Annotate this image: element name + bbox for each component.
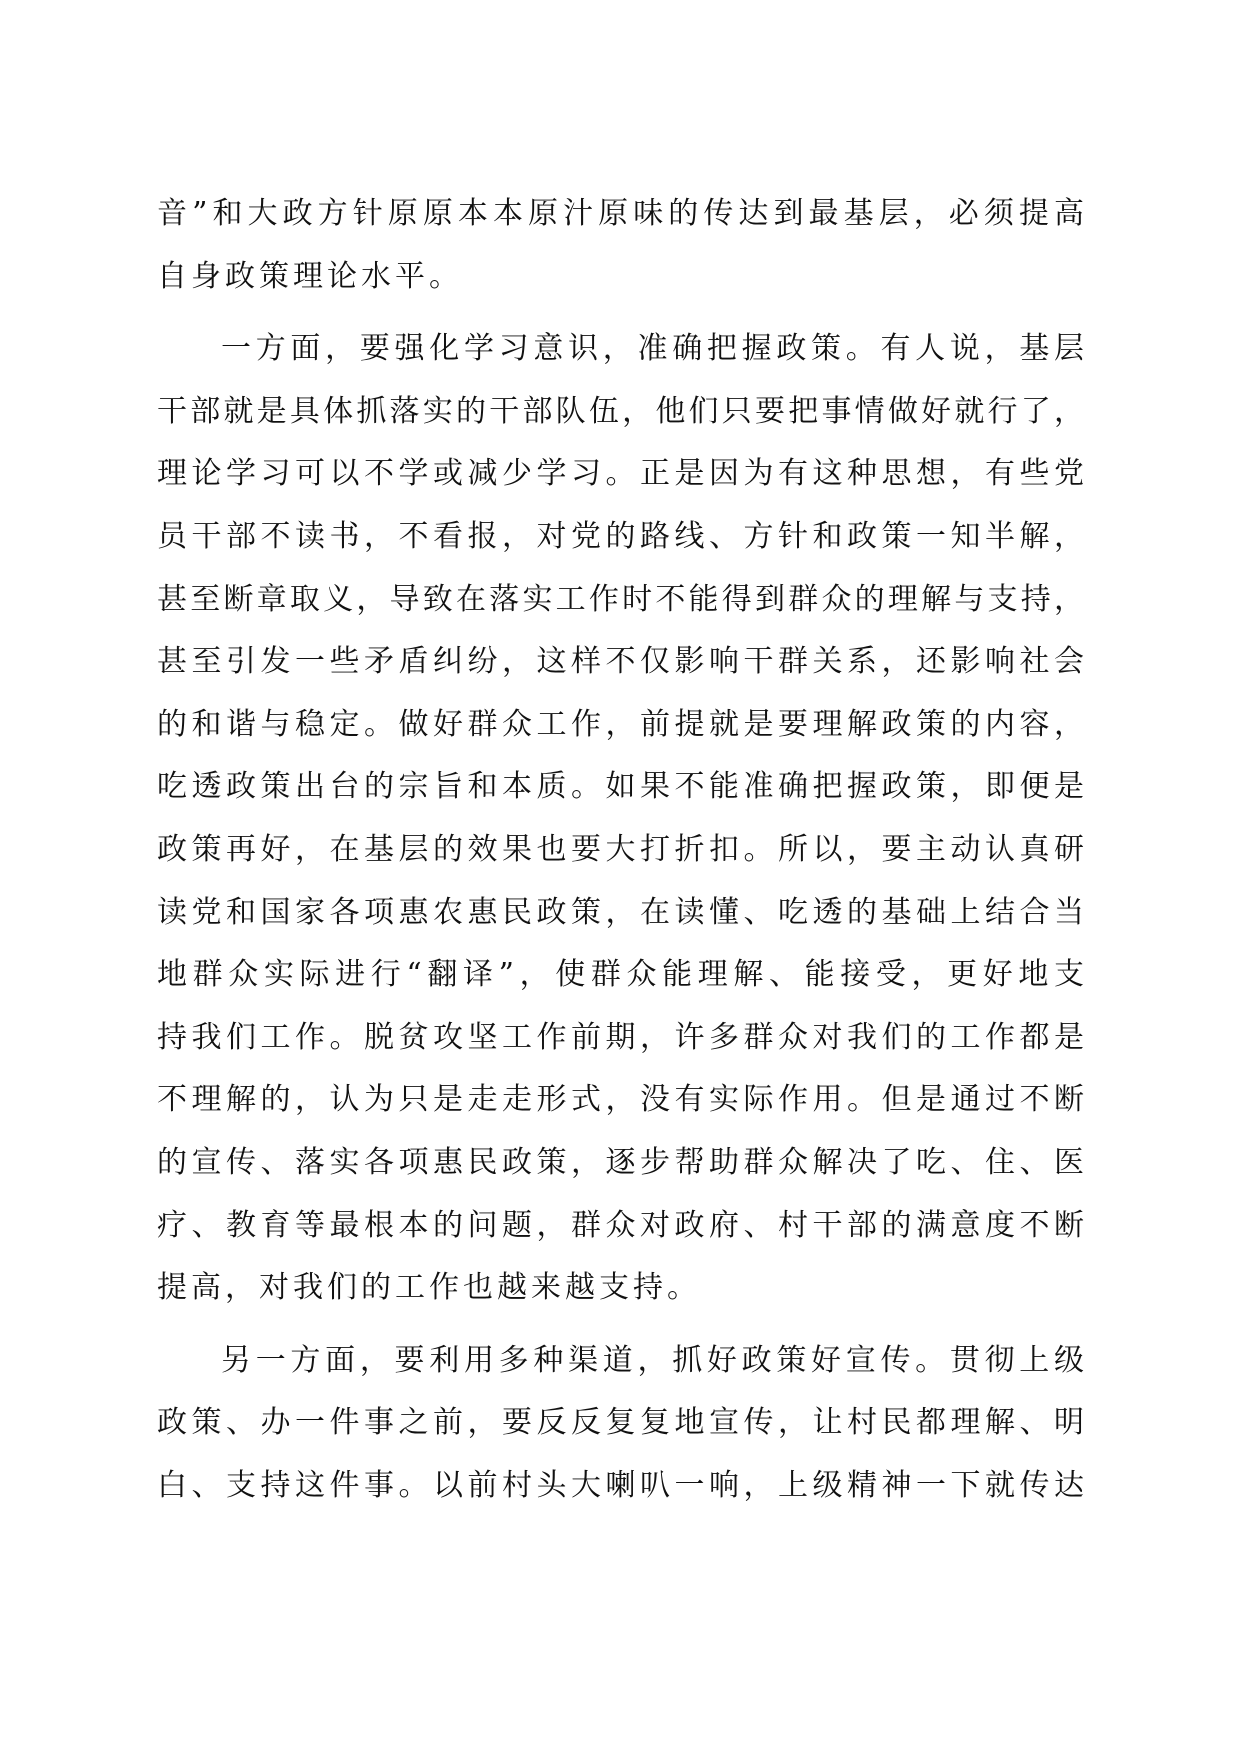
text-line: 自身政策理论水平。 [157,258,463,294]
text-line: 白、支持这件事。以前村头大喇叭一响，上级精神一下就传达 [157,1467,1087,1503]
text-line: 政策再好，在基层的效果也要大打折扣。所以，要主动认真研 [157,831,1087,867]
paragraph-3 [157,1330,1087,1518]
text-line: 理论学习可以不学或减少学习。正是因为有这种思想，有些党 [157,456,1087,492]
text-line: 的和谐与稳定。做好群众工作，前提就是要理解政策的内容， [157,706,1087,742]
document-body [157,183,1087,1517]
paragraph-2 [157,318,1087,1320]
text-line: 甚至断章取义，导致在落实工作时不能得到群众的理解与支持， [157,581,1087,617]
text-line: 干部就是具体抓落实的干部队伍，他们只要把事情做好就行了， [157,393,1087,429]
text-line: 另一方面，要利用多种渠道，抓好政策好宣传。贯彻上级 [221,1342,1087,1378]
text-line: 音”和大政方针原原本本原汁原味的传达到最基层，必须提高 [157,196,1087,231]
text-line: 吃透政策出台的宗旨和本质。如果不能准确把握政策，即便是 [157,769,1087,805]
text-line: 的宣传、落实各项惠民政策，逐步帮助群众解决了吃、住、医 [157,1144,1087,1180]
text-line: 持我们工作。脱贫攻坚工作前期，许多群众对我们的工作都是 [157,1019,1087,1055]
text-line: 甚至引发一些矛盾纠纷，这样不仅影响干群关系，还影响社会 [157,644,1087,680]
paragraph-1 [157,183,1087,308]
text-line: 读党和国家各项惠农惠民政策，在读懂、吃透的基础上结合当 [157,894,1087,930]
text-line: 一方面，要强化学习意识，准确把握政策。有人说，基层 [221,331,1087,367]
text-line: 政策、办一件事之前，要反反复复地宣传，让村民都理解、明 [157,1405,1087,1441]
text-line: 提高，对我们的工作也越来越支持。 [157,1270,701,1306]
text-line: 地群众实际进行“翻译”，使群众能理解、能接受，更好地支 [157,957,1087,993]
text-line: 员干部不读书，不看报，对党的路线、方针和政策一知半解， [157,518,1087,554]
text-line: 不理解的，认为只是走走形式，没有实际作用。但是通过不断 [157,1082,1087,1118]
text-line: 疗、教育等最根本的问题，群众对政府、村干部的满意度不断 [157,1207,1087,1243]
